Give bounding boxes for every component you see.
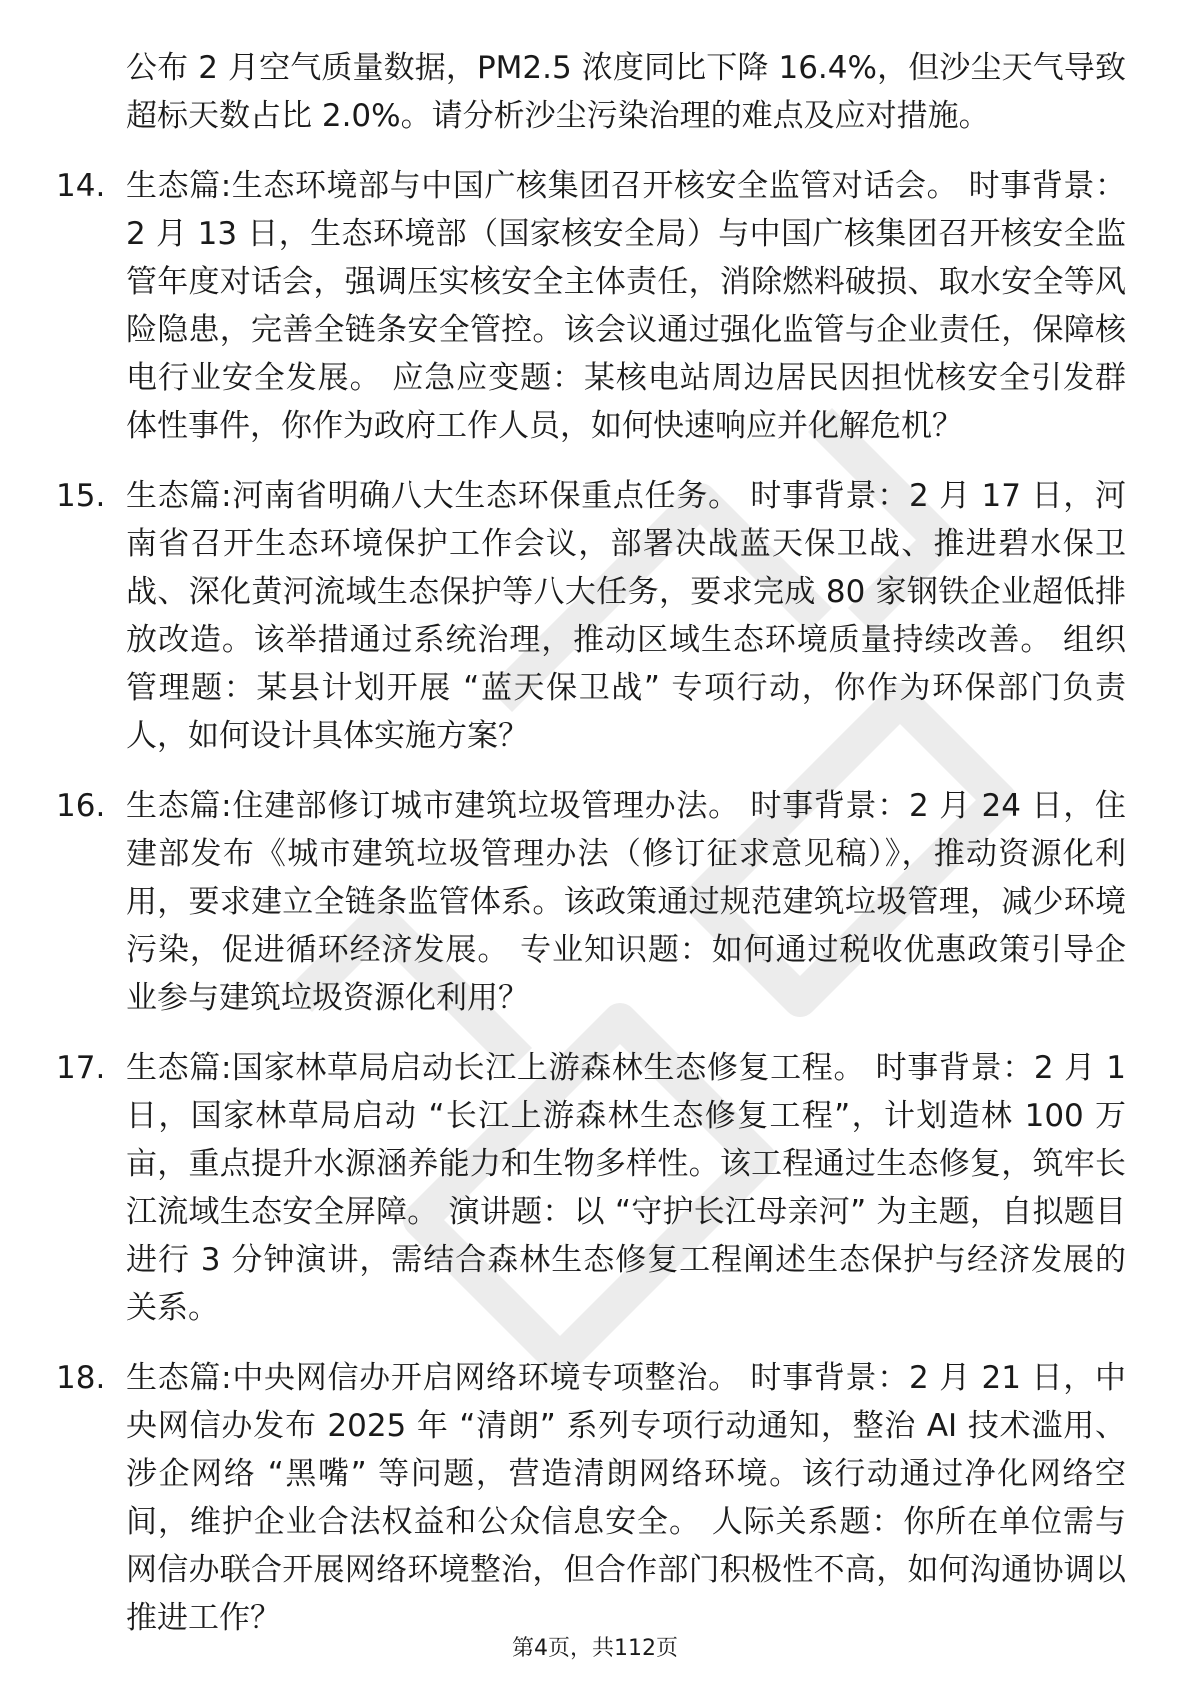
item-text: 生态篇:生态环境部与中国广核集团召开核安全监管对话会。 时事背景：2 月 13 日，生态环境部（国家核安全局）与中国广核集团召开核安全监管年度对话会，强调压实核安全主体责任，消除燃料破损、取水安全等风险隐患，完善全链条安全管控。该会议通过强化监管与企业责任，保障核电行业安全发展。 应急应变题：某核电站周边居民因担忧核安全引发群体性事件，你作为政府工作人员，如何快速响应并化解危机？ xyxy=(126,168,1126,444)
item-text: 生态篇:中央网信办开启网络环境专项整治。 时事背景：2 月 21 日，中央网信办发布 2025 年 “清朗” 系列专项行动通知，整治 AI 技术滥用、涉企网络 “黑嘴” 等问题，营造清朗网络环境。该行动通过净化网络空间，维护企业合法权益和公众信息安全。 人际关系题：你所在单位需与网信办联合开展网络环境整治，但合作部门积极性不高，如何沟通协调以推进工作？ xyxy=(126,1360,1126,1636)
page-content xyxy=(56,44,1126,1664)
item-number: 16. xyxy=(56,788,106,824)
list-item xyxy=(56,1354,1126,1642)
list-item xyxy=(56,162,1126,450)
item-text: 生态篇:河南省明确八大生态环保重点任务。 时事背景：2 月 17 日，河南省召开生态环境保护工作会议，部署决战蓝天保卫战、推进碧水保卫战、深化黄河流域生态保护等八大任务，要求完成 80 家钢铁企业超低排放改造。该举措通过系统治理，推动区域生态环境质量持续改善。 组织管理题：某县计划开展 “蓝天保卫战” 专项行动，你作为环保部门负责人，如何设计具体实施方案？ xyxy=(126,478,1126,754)
list-item xyxy=(56,782,1126,1022)
intro-paragraph: 公布 2 月空气质量数据，PM2.5 浓度同比下降 16.4%，但沙尘天气导致超标天数占比 2.0%。请分析沙尘污染治理的难点及应对措施。 xyxy=(126,50,1126,134)
list-item xyxy=(56,1044,1126,1332)
item-number: 17. xyxy=(56,1050,106,1086)
list-item xyxy=(56,472,1126,760)
item-number: 15. xyxy=(56,478,106,514)
page-number-footer: 第4页，共112页 xyxy=(512,1636,678,1661)
item-number: 14. xyxy=(56,168,106,204)
item-text: 生态篇:国家林草局启动长江上游森林生态修复工程。 时事背景：2 月 1 日，国家林草局启动 “长江上游森林生态修复工程”，计划造林 100 万亩，重点提升水源涵养能力和生物多样性。该工程通过生态修复，筑牢长江流域生态安全屏障。 演讲题：以 “守护长江母亲河” 为主题，自拟题目进行 3 分钟演讲，需结合森林生态修复工程阐述生态保护与经济发展的关系。 xyxy=(126,1050,1126,1326)
item-text: 生态篇:住建部修订城市建筑垃圾管理办法。 时事背景：2 月 24 日，住建部发布《城市建筑垃圾管理办法（修订征求意见稿）》，推动资源化利用，要求建立全链条监管体系。该政策通过规范建筑垃圾管理，减少环境污染，促进循环经济发展。 专业知识题：如何通过税收优惠政策引导企业参与建筑垃圾资源化利用？ xyxy=(126,788,1126,1016)
item-number: 18. xyxy=(56,1360,106,1396)
